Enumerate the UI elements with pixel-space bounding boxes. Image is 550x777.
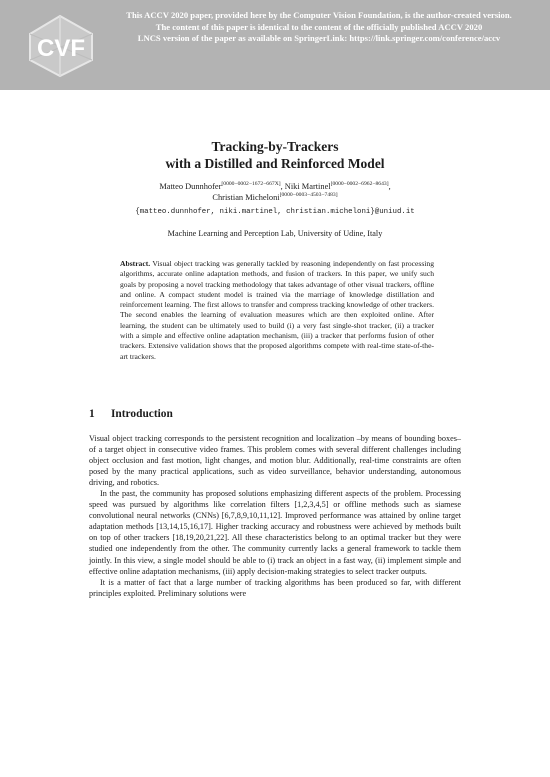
author-name: Matteo Dunnhofer bbox=[159, 182, 222, 191]
abstract-text: Visual object tracking was generally tackled by reasoning independently on fast processing algorithms, accurate online adaptation methods, and fusion of trackers. In this paper, we unify such goals by proposing a novel tracking methodology that takes advantage of other visual trackers, offline and online. A compact student model is trained via the marriage of knowledge distillation and reinforcement learning. The first allows to transfer and compress tracking knowledge of other trackers. The second enables the learning of evaluation measures which are then exploited online. After learning, the student can be ultimately used to build (i) a very fast single-shot tracker, (ii) a tracker with a simple and effective online adaptation mechanism, (iii) a tracker that performs fusion of other trackers. Extensive validation shows that the proposed algorithms compete with real-time state-of-the-art trackers. bbox=[120, 259, 434, 361]
title-line-2: with a Distilled and Reinforced Model bbox=[165, 156, 385, 171]
section-title: Introduction bbox=[111, 408, 173, 420]
orcid-id: [0000−0002−1672−667X] bbox=[221, 181, 281, 188]
abstract bbox=[120, 259, 434, 362]
section-heading bbox=[89, 407, 469, 421]
body-text bbox=[89, 433, 461, 599]
orcid-id: [0000−0003−4503−7483] bbox=[279, 192, 338, 199]
affiliation: Machine Learning and Perception Lab, University of Udine, Italy bbox=[167, 229, 383, 238]
orcid-id: [0000−0002−6962−8643] bbox=[330, 181, 389, 188]
cvf-logo-text: CVF bbox=[37, 35, 85, 62]
author-emails: {matteo.dunnhofer, niki.martinel, christian.micheloni}@uniud.it bbox=[135, 208, 415, 216]
paragraph: Visual object tracking corresponds to the persistent recognition and localization –by means of bounding boxes– of a target object in consecutive video frames. This problem comes with several different challenges including object occlusion and fast motion, light changes, and motion blur. Additionally, real-time constraints are often posed by the many practical applications, such as video surveillance, behavior understanding, autonomous driving, and robotics. bbox=[89, 434, 461, 488]
paragraph: It is a matter of fact that a large number of tracking algorithms has been produced so far, with different principles exploited. Preliminary solutions were bbox=[89, 577, 461, 598]
banner-notice bbox=[104, 10, 534, 45]
author-list: Matteo Dunnhofer[0000−0002−1672−667X], Niki Martinel[0000−0002−6962−8643], Christian Micheloni[0000−0003−4503−7483] bbox=[159, 181, 391, 202]
abstract-label: Abstract. bbox=[120, 259, 151, 268]
section-number: 1 bbox=[89, 408, 95, 420]
cvf-banner bbox=[0, 0, 550, 90]
banner-line: This ACCV 2020 paper, provided here by the Computer Vision Foundation, is the author-created version. bbox=[126, 10, 512, 20]
paper-title bbox=[0, 138, 550, 172]
title-line-1: Tracking-by-Trackers bbox=[211, 139, 339, 154]
banner-line: LNCS version of the paper as available on SpringerLink: https://link.springer.com/conference/accv bbox=[137, 33, 501, 44]
author-name: Christian Micheloni bbox=[212, 193, 280, 202]
author-name: Niki Martinel bbox=[284, 182, 331, 191]
paragraph: In the past, the community has proposed solutions emphasizing different aspects of the problem. Processing speed was pursued by algorithms like correlation filters [1,2,3,4,5] or offline methods such as siamese convolutional neural networks (CNNs) [6,7,8,9,10,11,12]. Improved performance was attained by online target adaptation methods [13,14,15,16,17]. Higher tracking accuracy and robustness were achieved by methods built on top of other trackers [18,19,20,21,22]. All these characteristics belong to an optimal tracker but they were studied one independently from the other. The community currently lacks a general framework to tackle them jointly. In this view, a single model should be able to (i) track an object in a fast way, (ii) implement simple and effective online adaptation mechanisms, (iii) apply decision-making strategies to select tracker outputs. bbox=[89, 489, 461, 576]
cvf-logo bbox=[26, 14, 96, 78]
banner-line: The content of this paper is identical to the content of the officially published ACCV 2020 bbox=[155, 21, 483, 32]
